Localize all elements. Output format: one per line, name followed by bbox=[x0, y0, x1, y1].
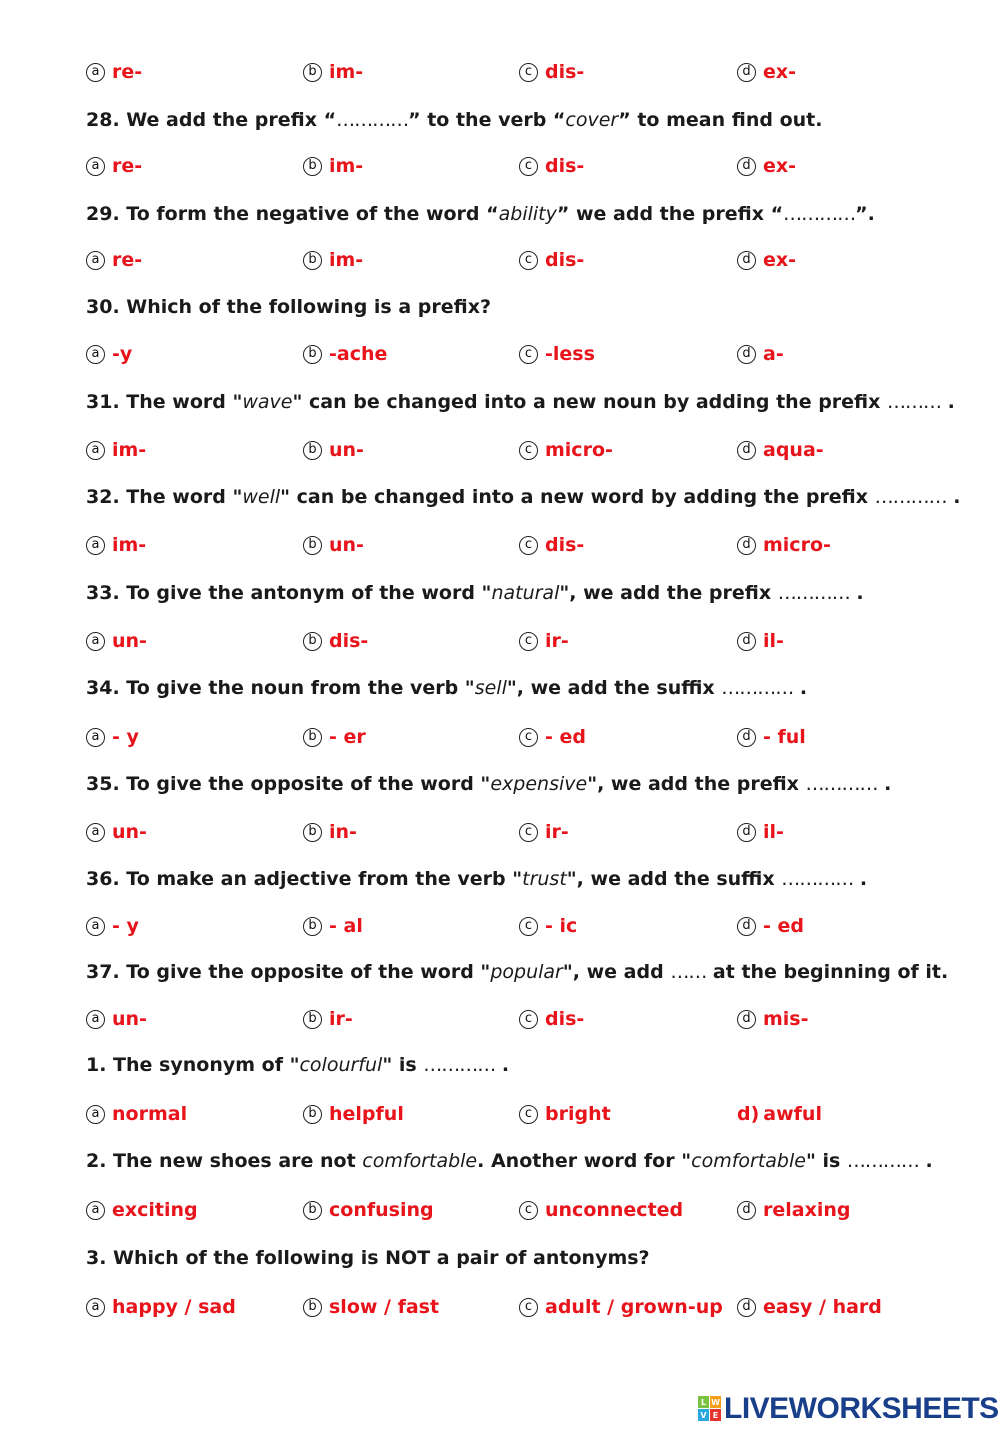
question-text: wave bbox=[242, 391, 293, 413]
option-text: micro- bbox=[763, 534, 831, 556]
option-text: re- bbox=[112, 249, 143, 271]
option-letter-d-icon: d bbox=[737, 728, 756, 747]
option-letter-b-icon: b bbox=[303, 536, 322, 555]
question-text: . bbox=[918, 1150, 933, 1172]
option-text: ir- bbox=[545, 630, 569, 652]
question-text: well bbox=[242, 486, 281, 508]
logo-tile-2: W bbox=[711, 1397, 720, 1407]
option-s2-b[interactable] bbox=[303, 1196, 434, 1224]
option-text: re- bbox=[112, 61, 143, 83]
question-text: comfortable bbox=[691, 1150, 806, 1172]
option-q33-a[interactable] bbox=[86, 627, 147, 655]
option-text: un- bbox=[329, 534, 364, 556]
option-letter-a-icon: a bbox=[86, 728, 105, 747]
question-text: ", we add the prefix bbox=[559, 582, 778, 604]
question-text: 28. We add the prefix “ bbox=[86, 109, 337, 131]
option-s3-b[interactable] bbox=[303, 1293, 439, 1321]
option-text: dis- bbox=[329, 630, 369, 652]
blank-dots: ………… bbox=[423, 1054, 496, 1076]
option-text: awful bbox=[763, 1103, 822, 1125]
question-text: expensive bbox=[490, 773, 588, 795]
option-letter-d-icon: d bbox=[737, 1201, 756, 1220]
blank-dots: ………… bbox=[781, 868, 854, 890]
option-q33-d[interactable] bbox=[737, 627, 784, 655]
option-letter-a-icon: a bbox=[86, 157, 105, 176]
option-text: - ful bbox=[763, 726, 806, 748]
option-letter-b-icon: b bbox=[303, 345, 322, 364]
option-text: happy / sad bbox=[112, 1296, 236, 1318]
question-q29 bbox=[86, 200, 875, 228]
option-s1-a[interactable] bbox=[86, 1100, 187, 1128]
option-q31-b[interactable] bbox=[303, 436, 364, 464]
logo-tile-3: V bbox=[698, 1409, 709, 1421]
question-text: 3. Which of the following is NOT a pair of antonyms? bbox=[86, 1247, 650, 1269]
question-text: cover bbox=[565, 109, 619, 131]
option-q33-b[interactable] bbox=[303, 627, 368, 655]
option-text: ex- bbox=[763, 249, 797, 271]
option-text: un- bbox=[112, 821, 147, 843]
question-text: ability bbox=[498, 203, 557, 225]
option-s1-b[interactable] bbox=[303, 1100, 404, 1128]
option-q29-a[interactable] bbox=[86, 246, 142, 274]
question-q30 bbox=[86, 293, 491, 321]
option-s3-d[interactable] bbox=[737, 1293, 882, 1321]
question-text: popular bbox=[490, 961, 563, 983]
option-text: - ic bbox=[545, 915, 578, 937]
option-text: im- bbox=[112, 534, 147, 556]
option-q32-c[interactable] bbox=[519, 531, 584, 559]
option-text: im- bbox=[329, 249, 364, 271]
option-letter-b-icon: b bbox=[303, 157, 322, 176]
option-letter-b-icon: b bbox=[303, 441, 322, 460]
option-letter-a-icon: a bbox=[86, 1105, 105, 1124]
option-text: -y bbox=[112, 343, 133, 365]
option-q35-c[interactable] bbox=[519, 818, 569, 846]
logo-tile-1: L bbox=[698, 1396, 709, 1408]
question-text: " can be changed into a new word by adding the prefix bbox=[280, 486, 875, 508]
question-text: 37. To give the opposite of the word " bbox=[86, 961, 491, 983]
blank-dots: ………… bbox=[777, 582, 850, 604]
option-q37-b[interactable] bbox=[303, 1005, 353, 1033]
option-letter-b-icon: b bbox=[303, 1010, 322, 1029]
option-text: exciting bbox=[112, 1199, 198, 1221]
question-text: . bbox=[793, 677, 808, 699]
question-text: . Another word for " bbox=[477, 1150, 692, 1172]
option-text: un- bbox=[112, 1008, 147, 1030]
question-text: 33. To give the antonym of the word " bbox=[86, 582, 492, 604]
option-letter-a-icon: a bbox=[86, 251, 105, 270]
option-q30-d[interactable] bbox=[737, 340, 784, 368]
option-text: il- bbox=[763, 821, 784, 843]
option-text: - y bbox=[112, 915, 139, 937]
option-s3-a[interactable] bbox=[86, 1293, 236, 1321]
option-letter-a-icon: a bbox=[86, 345, 105, 364]
option-text: ex- bbox=[763, 61, 797, 83]
question-text: . bbox=[849, 582, 864, 604]
option-letter-c-icon: c bbox=[519, 823, 538, 842]
option-text: a- bbox=[763, 343, 784, 365]
option-text: dis- bbox=[545, 155, 585, 177]
option-q36-b[interactable] bbox=[303, 912, 363, 940]
option-letter-c-icon: c bbox=[519, 441, 538, 460]
question-text: " can be changed into a new noun by adding the prefix bbox=[292, 391, 888, 413]
question-text: 31. The word " bbox=[86, 391, 243, 413]
option-q31-a[interactable] bbox=[86, 436, 146, 464]
option-s2-c[interactable] bbox=[519, 1196, 683, 1224]
option-s3-c[interactable] bbox=[519, 1293, 723, 1321]
question-text: ” to mean find out. bbox=[618, 109, 823, 131]
blank-dots: ………… bbox=[336, 109, 409, 131]
question-text: . bbox=[877, 773, 892, 795]
option-letter-d-icon: d bbox=[737, 1298, 756, 1317]
option-text: ir- bbox=[545, 821, 569, 843]
option-q35-a[interactable] bbox=[86, 818, 147, 846]
option-q34-b[interactable] bbox=[303, 723, 366, 751]
option-letter-b-icon: b bbox=[303, 632, 322, 651]
question-q36 bbox=[86, 865, 867, 893]
option-q27tail-a[interactable] bbox=[86, 58, 142, 86]
option-q33-c[interactable] bbox=[519, 627, 569, 655]
option-text: - er bbox=[329, 726, 366, 748]
question-text: 34. To give the noun from the verb " bbox=[86, 677, 475, 699]
question-text: 2. The new shoes are not bbox=[86, 1150, 363, 1172]
option-letter-d-icon: d bbox=[737, 157, 756, 176]
question-text: ” we add the prefix “ bbox=[556, 203, 784, 225]
option-s1-d[interactable] bbox=[737, 1100, 822, 1128]
option-letter-b-icon: b bbox=[303, 1105, 322, 1124]
option-letter-d-icon: d bbox=[737, 536, 756, 555]
question-s1 bbox=[86, 1051, 509, 1079]
question-text: . bbox=[946, 486, 961, 508]
option-letter-d-icon: d bbox=[737, 441, 756, 460]
option-q31-d[interactable] bbox=[737, 436, 824, 464]
option-text: - al bbox=[329, 915, 363, 937]
question-text: ”. bbox=[855, 203, 875, 225]
option-text: unconnected bbox=[545, 1199, 684, 1221]
option-letter-c-icon: c bbox=[519, 1298, 538, 1317]
question-text: colourful bbox=[299, 1054, 383, 1076]
option-q28-c[interactable] bbox=[519, 152, 584, 180]
option-s1-c[interactable] bbox=[519, 1100, 611, 1128]
question-text: ", we add bbox=[562, 961, 671, 983]
option-q27tail-d[interactable] bbox=[737, 58, 796, 86]
option-letter-c-icon: c bbox=[519, 1105, 538, 1124]
question-text: 35. To give the opposite of the word " bbox=[86, 773, 491, 795]
option-text: -less bbox=[545, 343, 595, 365]
blank-dots: ………… bbox=[805, 773, 878, 795]
question-s2 bbox=[86, 1147, 933, 1175]
blank-dots: ………… bbox=[874, 486, 947, 508]
option-text: im- bbox=[329, 155, 364, 177]
option-text: dis- bbox=[545, 534, 585, 556]
option-text: in- bbox=[329, 821, 357, 843]
question-text: 30. Which of the following is a prefix? bbox=[86, 296, 492, 318]
option-letter-a-icon: a bbox=[86, 1201, 105, 1220]
logo-tile-4: E bbox=[710, 1409, 721, 1421]
option-q29-c[interactable] bbox=[519, 246, 584, 274]
question-text: " is bbox=[805, 1150, 847, 1172]
option-letter-d-icon: d bbox=[737, 63, 756, 82]
option-label: d) bbox=[737, 1103, 760, 1125]
option-q28-a[interactable] bbox=[86, 152, 142, 180]
option-letter-b-icon: b bbox=[303, 251, 322, 270]
question-text: . bbox=[941, 391, 955, 413]
option-text: im- bbox=[112, 439, 147, 461]
option-q28-b[interactable] bbox=[303, 152, 363, 180]
option-letter-c-icon: c bbox=[519, 536, 538, 555]
question-text: at the beginning of it. bbox=[706, 961, 949, 983]
option-text: - y bbox=[112, 726, 139, 748]
option-text: ir- bbox=[329, 1008, 353, 1030]
option-text: dis- bbox=[545, 1008, 585, 1030]
option-letter-a-icon: a bbox=[86, 536, 105, 555]
option-q28-d[interactable] bbox=[737, 152, 796, 180]
option-letter-d-icon: d bbox=[737, 251, 756, 270]
option-letter-d-icon: d bbox=[737, 823, 756, 842]
option-q29-b[interactable] bbox=[303, 246, 363, 274]
liveworksheets-logo bbox=[698, 1392, 999, 1426]
option-text: im- bbox=[329, 61, 364, 83]
logo-text: LIVEWORKSHEETS bbox=[724, 1392, 999, 1425]
option-text: un- bbox=[112, 630, 147, 652]
question-q33 bbox=[86, 579, 864, 607]
question-text: " is bbox=[382, 1054, 424, 1076]
option-letter-d-icon: d bbox=[737, 345, 756, 364]
option-q34-c[interactable] bbox=[519, 723, 586, 751]
question-text: ” to the verb “ bbox=[408, 109, 566, 131]
question-q37 bbox=[86, 958, 948, 986]
question-q31 bbox=[86, 388, 955, 416]
blank-dots: …… bbox=[670, 961, 707, 983]
question-text: . bbox=[853, 868, 868, 890]
question-text: 29. To form the negative of the word “ bbox=[86, 203, 499, 225]
option-letter-a-icon: a bbox=[86, 823, 105, 842]
option-letter-c-icon: c bbox=[519, 251, 538, 270]
option-text: mis- bbox=[763, 1008, 809, 1030]
option-text: normal bbox=[112, 1103, 188, 1125]
option-text: adult / grown-up bbox=[545, 1296, 723, 1318]
option-q31-c[interactable] bbox=[519, 436, 613, 464]
option-text: il- bbox=[763, 630, 784, 652]
question-text: . bbox=[495, 1054, 510, 1076]
option-text: -ache bbox=[329, 343, 388, 365]
option-letter-a-icon: a bbox=[86, 632, 105, 651]
option-letter-a-icon: a bbox=[86, 1010, 105, 1029]
option-letter-c-icon: c bbox=[519, 728, 538, 747]
blank-dots: ……… bbox=[887, 391, 942, 413]
question-text: sell bbox=[474, 677, 507, 699]
option-letter-c-icon: c bbox=[519, 63, 538, 82]
option-letter-d-icon: d bbox=[737, 917, 756, 936]
option-text: aqua- bbox=[763, 439, 824, 461]
blank-dots: ………… bbox=[783, 203, 856, 225]
option-letter-b-icon: b bbox=[303, 917, 322, 936]
option-q37-a[interactable] bbox=[86, 1005, 147, 1033]
question-text: ", we add the suffix bbox=[506, 677, 722, 699]
option-q32-d[interactable] bbox=[737, 531, 831, 559]
option-text: micro- bbox=[545, 439, 613, 461]
option-q34-d[interactable] bbox=[737, 723, 806, 751]
logo-icon bbox=[698, 1396, 722, 1422]
option-letter-b-icon: b bbox=[303, 63, 322, 82]
option-q35-b[interactable] bbox=[303, 818, 357, 846]
question-text: comfortable bbox=[362, 1150, 478, 1172]
option-text: - ed bbox=[763, 915, 804, 937]
question-text: 1. The synonym of " bbox=[86, 1054, 300, 1076]
question-q28 bbox=[86, 106, 822, 134]
option-q32-a[interactable] bbox=[86, 531, 146, 559]
option-text: ex- bbox=[763, 155, 797, 177]
option-q36-d[interactable] bbox=[737, 912, 804, 940]
option-text: dis- bbox=[545, 61, 585, 83]
option-letter-b-icon: b bbox=[303, 1298, 322, 1317]
option-q37-d[interactable] bbox=[737, 1005, 809, 1033]
question-text: ", we add the prefix bbox=[587, 773, 806, 795]
option-letter-c-icon: c bbox=[519, 345, 538, 364]
option-letter-a-icon: a bbox=[86, 1298, 105, 1317]
option-letter-c-icon: c bbox=[519, 917, 538, 936]
option-letter-b-icon: b bbox=[303, 728, 322, 747]
option-q29-d[interactable] bbox=[737, 246, 796, 274]
question-q34 bbox=[86, 674, 807, 702]
option-text: bright bbox=[545, 1103, 611, 1125]
option-q27tail-b[interactable] bbox=[303, 58, 363, 86]
option-s2-d[interactable] bbox=[737, 1196, 851, 1224]
option-text: re- bbox=[112, 155, 143, 177]
option-text: un- bbox=[329, 439, 364, 461]
question-text: natural bbox=[491, 582, 560, 604]
option-text: confusing bbox=[329, 1199, 434, 1221]
option-text: relaxing bbox=[763, 1199, 851, 1221]
question-q35 bbox=[86, 770, 891, 798]
question-text: 32. The word " bbox=[86, 486, 243, 508]
option-letter-c-icon: c bbox=[519, 1010, 538, 1029]
option-letter-a-icon: a bbox=[86, 441, 105, 460]
question-text: ", we add the suffix bbox=[566, 868, 782, 890]
blank-dots: ………… bbox=[846, 1150, 919, 1172]
question-q32 bbox=[86, 483, 960, 511]
option-letter-c-icon: c bbox=[519, 632, 538, 651]
option-letter-b-icon: b bbox=[303, 823, 322, 842]
option-letter-c-icon: c bbox=[519, 1201, 538, 1220]
question-s3 bbox=[86, 1244, 650, 1272]
option-text: - ed bbox=[545, 726, 586, 748]
option-q34-a[interactable] bbox=[86, 723, 139, 751]
option-letter-d-icon: d bbox=[737, 632, 756, 651]
option-q30-c[interactable] bbox=[519, 340, 595, 368]
option-letter-d-icon: d bbox=[737, 1010, 756, 1029]
question-text: 36. To make an adjective from the verb " bbox=[86, 868, 523, 890]
option-q27tail-c[interactable] bbox=[519, 58, 584, 86]
option-q32-b[interactable] bbox=[303, 531, 364, 559]
option-q30-a[interactable] bbox=[86, 340, 132, 368]
option-s2-a[interactable] bbox=[86, 1196, 198, 1224]
option-letter-c-icon: c bbox=[519, 157, 538, 176]
option-text: slow / fast bbox=[329, 1296, 440, 1318]
blank-dots: ………… bbox=[721, 677, 794, 699]
option-letter-b-icon: b bbox=[303, 1201, 322, 1220]
option-q36-a[interactable] bbox=[86, 912, 139, 940]
option-q37-c[interactable] bbox=[519, 1005, 584, 1033]
option-text: helpful bbox=[329, 1103, 404, 1125]
option-q36-c[interactable] bbox=[519, 912, 577, 940]
option-letter-a-icon: a bbox=[86, 63, 105, 82]
option-q35-d[interactable] bbox=[737, 818, 784, 846]
option-text: easy / hard bbox=[763, 1296, 882, 1318]
option-letter-a-icon: a bbox=[86, 917, 105, 936]
question-text: trust bbox=[522, 868, 567, 890]
option-q30-b[interactable] bbox=[303, 340, 387, 368]
option-text: dis- bbox=[545, 249, 585, 271]
